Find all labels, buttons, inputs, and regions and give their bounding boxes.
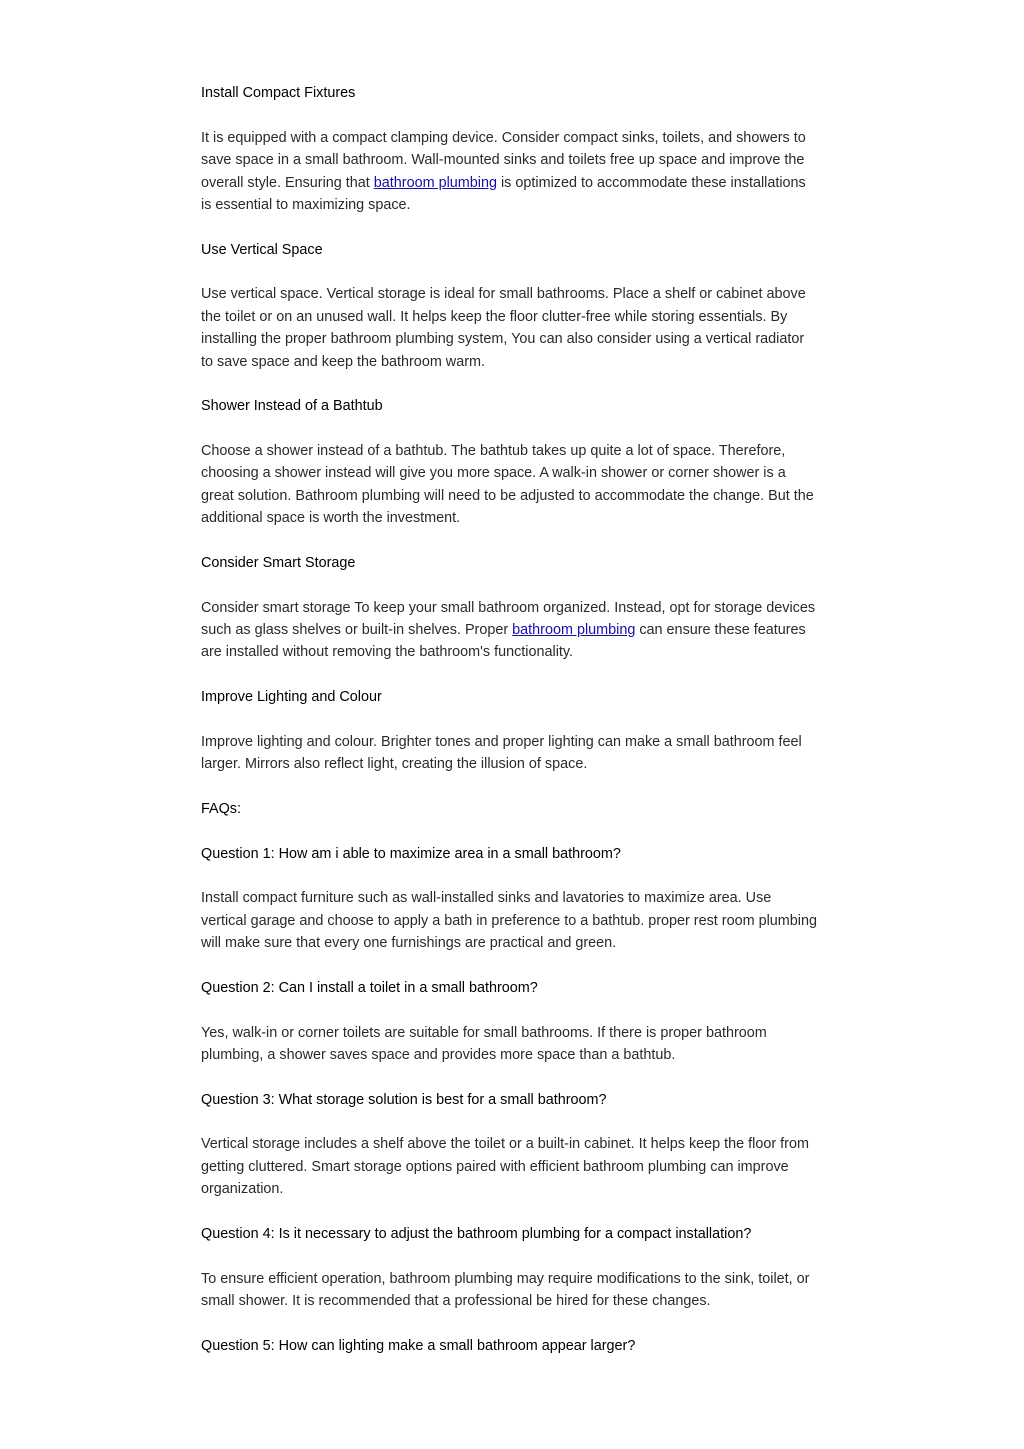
faq-question: Question 4: Is it necessary to adjust the bathroom plumbing for a compact installation? — [201, 1225, 752, 1242]
faq-answer: To ensure efficient operation, bathroom plumbing may require modifications to the sink, toilet, or small shower. It is recommended that a professional be hired for these changes. — [201, 1270, 810, 1309]
section-heading-smart-storage: Consider Smart Storage — [201, 554, 356, 571]
bathroom-plumbing-link[interactable]: bathroom plumbing — [512, 621, 636, 638]
body-text: It is equipped with a compact clamping device. Consider compact sinks, toilets, and showers to save space in a small bathroom. Wall-mounted sinks and toilets free up space and improve the overall style. Ensuring that — [201, 129, 806, 191]
faq-question: Question 2: Can I install a toilet in a small bathroom? — [201, 979, 538, 996]
faqs-heading: FAQs: — [201, 800, 241, 817]
section-body-smart-storage — [201, 597, 817, 664]
section-heading-lighting: Improve Lighting and Colour — [201, 689, 382, 706]
section-body-vertical-space: Use vertical space. Vertical storage is ideal for small bathrooms. Place a shelf or cabinet above the toilet or on an unused wall. It helps keep the floor clutter-free while storing essentials. By installing the proper bathroom plumbing system, You can also consider using a vertical radiator to save space and keep the bathroom warm. — [201, 286, 806, 370]
faq-question: Question 3: What storage solution is best for a small bathroom? — [201, 1091, 607, 1108]
section-body-compact-fixtures — [201, 127, 817, 217]
body-text: is optimized to accommodate these installations is essential to maximizing space. — [201, 174, 806, 213]
body-text: Consider smart storage To keep your small bathroom organized. Instead, opt for storage devices such as glass shelves or built-in shelves. Proper — [201, 599, 816, 638]
faq-answer: Vertical storage includes a shelf above the toilet or a built-in cabinet. It helps keep the floor from getting cluttered. Smart storage options paired with efficient bathroom plumbing can improve organization. — [201, 1136, 809, 1198]
faq-question: Question 1: How am i able to maximize area in a small bathroom? — [201, 845, 621, 862]
section-body-lighting: Improve lighting and colour. Brighter tones and proper lighting can make a small bathroom feel larger. Mirrors also reflect light, creating the illusion of space. — [201, 733, 802, 773]
section-heading-shower: Shower Instead of a Bathtub — [201, 398, 383, 415]
bathroom-plumbing-link[interactable]: bathroom plumbing — [373, 174, 497, 191]
faq-answer: Yes, walk-in or corner toilets are suitable for small bathrooms. If there is proper bathroom plumbing, a shower saves space and provides more space than a bathtub. — [201, 1024, 767, 1063]
section-heading-vertical-space: Use Vertical Space — [201, 241, 323, 258]
section-body-shower: Choose a shower instead of a bathtub. The bathtub takes up quite a lot of space. Therefore, choosing a shower instead will give you more space. A walk-in shower or corner shower is a great solution. Bathroom plumbing will need to be adjusted to accommodate the change. But the additional space is worth the investment. — [201, 442, 814, 527]
document-page — [201, 82, 817, 1379]
section-heading-compact-fixtures: Install Compact Fixtures — [201, 85, 356, 101]
faq-question: Question 5: How can lighting make a small bathroom appear larger? — [201, 1337, 636, 1354]
faq-answer: Install compact furniture such as wall-installed sinks and lavatories to maximize area. Use vertical garage and choose to apply a bath in preference to a bathtub. proper rest room plumbing will make sure that every one furnishings are practical and green. — [201, 890, 817, 952]
body-text: can ensure these features are installed without removing the bathroom's functionality. — [201, 621, 806, 661]
